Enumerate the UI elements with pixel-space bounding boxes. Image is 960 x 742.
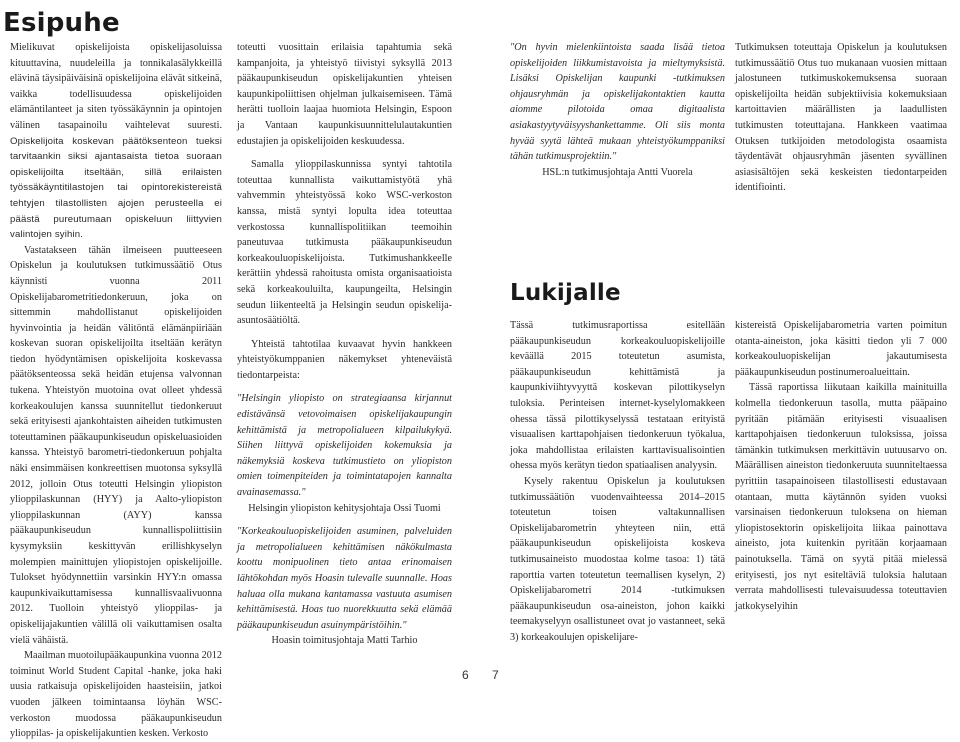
paragraph: Kysely rakentuu Opiskelun ja koulutuksen tutkimussäätiön vuodenvaihteessa 2014–2015 toteutetun toisen valtakunnallisen Opiskelijabarometrin yhteyteen niin, että pääkaupunkiseudun opiskelijoista koskeva tutkimusaineisto muodostaa kolme tasoa: 1) tätä raporttia varten toteutetun teemallisen kyselyn, 2) Opiskelijabarometri 2014 -tutkimuksen pääkaupunkiseudun osa-aineiston, johon kaikki teemakyselyyn osallistuneet ovat jo vastanneet, sekä 3) korkeakoulujen opiskelijare- — [510, 475, 725, 643]
quote-attribution: Helsingin yliopiston kehitysjohtaja Ossi Tuomi — [248, 502, 441, 514]
page-number-left: 6 — [462, 668, 469, 682]
text-column-3-bottom — [510, 318, 725, 645]
text-column-3-top — [510, 40, 725, 180]
text-column-4-bottom — [735, 318, 947, 614]
paragraph: Samalla ylioppilaskunnissa syntyi tahtotila toteuttaa kunnallista vaikuttamistyötä yhä vahvemmin yhteistyössä koko WSC-verkoston kanssa, mistä syntyi lopulta idea toteuttaa verkostossa kunnallispolitiikan teemoihin paneutuvaa tutkimusta pääkaupunkiseudun korkeakouluopiskelijoista. Tutkimushankkeelle kerättiin yhdessä rahoitusta omista organisaatioista sekä korkeakouluilta, kaupungeilta, Helsingin seudun liikenteeltä ja Helsingin seudun opiskelija-asuntosäätiöltä. — [237, 159, 452, 327]
paragraph: Yhteistä tahtotilaa kuvaavat hyvin hankkeen yhteistyökumppanien näkemykset yhteneväistä tiedontarpeista: — [237, 338, 452, 381]
paragraph — [10, 40, 222, 243]
page-number-right: 7 — [492, 668, 499, 682]
paragraph: Maailman muotoilupääkaupunkina vuonna 2012 toiminut World Student Capital -hanke, joka haki uusia ratkaisuja opiskelijoiden haasteisiin, jatkoi vuoden jälkeen toimintaansa löyhän WSC-verkoston muodossa pääkaupunkiseudun ylioppilas- ja opiskelijakuntien kesken. Verkosto — [10, 650, 222, 740]
paragraph: Tutkimuksen toteuttaja Opiskelun ja koulutuksen tutkimussäätiö Otus tuo mukanaan vuosien mittaan jalostuneen tutkimuskokemuksensa suoraan opiskelijoilta heidän subjektiivisia kokemuksiaan kartoittavien määrällisten ja laadullisten tutkimusten toteuttajana. Hankkeen vaatimaa Otuksen tutkijoiden metodologista osaamista täydentävät ohjausryhmän jäsenten syvällinen asiasisältöjen sekä keskeisten tiedontarpeiden identifiointi. — [735, 42, 947, 194]
text-column-4-top — [735, 40, 947, 196]
text-column-1 — [10, 40, 222, 742]
paragraph: Tässä tutkimusraportissa esitellään pääkaupunkiseudun korkeakouluopiskelijoille keväällä 2015 toteutetun asumista, pääkaupunkiseudun kehittämistä ja kaupunkiviihtyvyyttä koskevan pilottikyselyn tuloksia. Perinteisen internet-kyselylomakkeen ohessa tässä pilottikyselyssä testataan erityistä visuaalisen karttapohjaisen tiedonkeruun työkalua, joka mahdollistaa erilaisten karttavisualisointien ohessa myös kerätyn tiedon spatiaalisen analyysin. — [510, 320, 725, 472]
paragraph-lead: Mielikuvat opiskelijoista opiskelijasoluissa kituuttavina, nuudeleilla ja tonnikalasälykkeillä elävinä täysipäiväisinä opiskelijoina elävät sitkeinä, vaikka todellisuudessa opiskelijoiden elämäntilanteet ja siten työssäkäynnin ja opintojen välinen tasapainoilu vaihtelevat suuresti. — [10, 42, 222, 131]
quote: "Helsingin yliopisto on strategiaansa kirjannut edistävänsä vetovoimaisen opiskelijakaupungin kehittämistä ja metropolialueen kilpailukykyä. Siihen liittyvä opiskelijoiden kokemuksia ja näkemyksiä koskeva tutkimustieto on yliopiston omien toimenpiteiden ja toimintatapojen kannalta avainasemassa." — [237, 393, 452, 499]
quote-attribution: HSL:n tutkimusjohtaja Antti Vuorela — [542, 166, 693, 178]
paragraph: Tässä raportissa liikutaan kaikilla mainituilla kolmella tiedonkeruun tasolla, mutta pääpaino pyritään pitämään erityisesti visuaalisen karttapohjaisen tiedonkeruun tuloksissa, joissa tämänkin tutkimuksen merkittävin uutuusarvo on. Määrällisen aineiston tiedonkeruuta suunniteltaessa pyrittiin tasapainoiseen tilastollisesti edustavaan otantaan, mutta käytännön syiden vuoksi varsinaisen tiedonkeruun tuloksena on hieman yliopistosektorin opiskelijoita liikaa painottava aineisto, jota kuitenkin pyritään korjaamaan painotuksella. Tämä on syytä pitää mielessä erityisesti, jos nyt esiteltäviä tuloksia halutaan verrata mahdollisesti tulevaisuudessa toteuttavien jatkokyselyihin — [735, 382, 947, 612]
quote: "Korkeakouluopiskelijoiden asuminen, palveluiden ja metropolialueen kehittämisen näkökulmasta koottu monipuolinen tieto antaa erinomaisen lähtökohdan myös Hoasin tulevalle suunnalle. Hoas haluaa olla mukana kantamassa vastuuta asumisen kehittämisestä. Hoas tuo nuorekkuutta sekä elämää pääkaupunkiseudun asuinympäristöihin." — [237, 526, 452, 631]
paragraph: Vastatakseen tähän ilmeiseen puutteeseen Opiskelun ja koulutuksen tutkimussäätiö Otus käynnisti vuonna 2011 Opiskelijabarometritiedonkeruun, joka on sittemmin mahdollistanut opiskelijoiden hyvinvointia ja heidän välitöntä elämänpiiriään koskevan suoran opiskelijoilta itseltään kerätyn tiedon hyödyntämisen opiskelijoita koskevassa päätöksenteossa sekä heidän etujensa valvonnan tukena. Yhteistyön muotoina ovat olleet yhdessä korkeakoulujen kanssa suunnitellut tiedonkeruut sekä erityisesti ajankohtaisten aiheiden tutkimusten toteuttaminen pääkaupunkiseudun opiskeluasioiden kanssa. Yhteistyö barometri-tiedonkeruun pohjalta näki ensimmäisen konkreettisen muotonsa syksyllä 2012, jolloin Otus toteutti Helsingin yliopiston ylioppilaskunnan (HYY) ja Aalto-yliopiston ylioppilaskunnan (AYY) kanssa pääkaupunkiseudun kunnallispoliittisiin kysymyksiin keskittyvän erillishkyselyn molempien mainittujen yliopistojen opiskelijoille. Tulokset hyödynnettiin varsinkin HYY:n omassa kaupunkivaikuttamisessa kunnallisvaalivuonna 2012. Tuolloin yhteistyö ylioppilas- ja opiskelijajakuntien välillä oli vaikuttamisen osalta vielä vähäistä. — [10, 244, 222, 646]
text-column-2 — [237, 40, 452, 649]
paragraph: kistereistä Opiskelijabarometria varten poimitun otanta-aineiston, joka käsitti tiedon yli 7 000 korkeakouluopiskelijan jakautumisesta pääkaupunkiseudun postinumeroalueittain. — [735, 320, 947, 378]
section-heading-lukijalle: Lukijalle — [510, 280, 621, 306]
paragraph: toteutti vuosittain erilaisia tapahtumia sekä kampanjoita, ja yhteistyö tiivistyi syksyllä 2013 pääkaupunkiseudun opiskelijakuntien yhteisen kaupunkipoliittisen ohjelman julkaisemiseen. Tämä herätti tuolloin laajaa huomiota Helsingin, Espoon ja Vantaan kaupunkisuunnittelulautakuntien edustajien ja opiskelijoiden keskuudessa. — [237, 42, 452, 147]
quote-attribution: Hoasin toimitusjohtaja Matti Tarhio — [271, 635, 418, 647]
paragraph-continuation: Opiskelijoita koskevan päätöksenteon tueksi tarvitaankin siksi ajantasaista tietoa suoraan opiskelijoilta itseltään, sillä erilaisten työssäkäyntitilastojen tai opintorekistereistä tehtyjen tilastollisten ajojen perusteella ei päästä pureutumaan opiskeluun liittyvien valintojen syihin. — [10, 135, 222, 241]
quote: "On hyvin mielenkiintoista saada lisää tietoa opiskelijoiden liikkumistavoista ja mieltymyksistä. Lisäksi Opiskelijan kaupunki -tutkimuksen ohjausryhmän ja opiskelijakontaktien kautta aiomme pilotoida omaa digitaalista asiakastyytyväisyyshankettamme. Oli siis monta hyvää syytä lähteä mukaan yhteistyökumppaniksi tähän tutkimusprojektiin." — [510, 42, 725, 163]
section-heading-esipuhe: Esipuhe — [3, 8, 120, 38]
